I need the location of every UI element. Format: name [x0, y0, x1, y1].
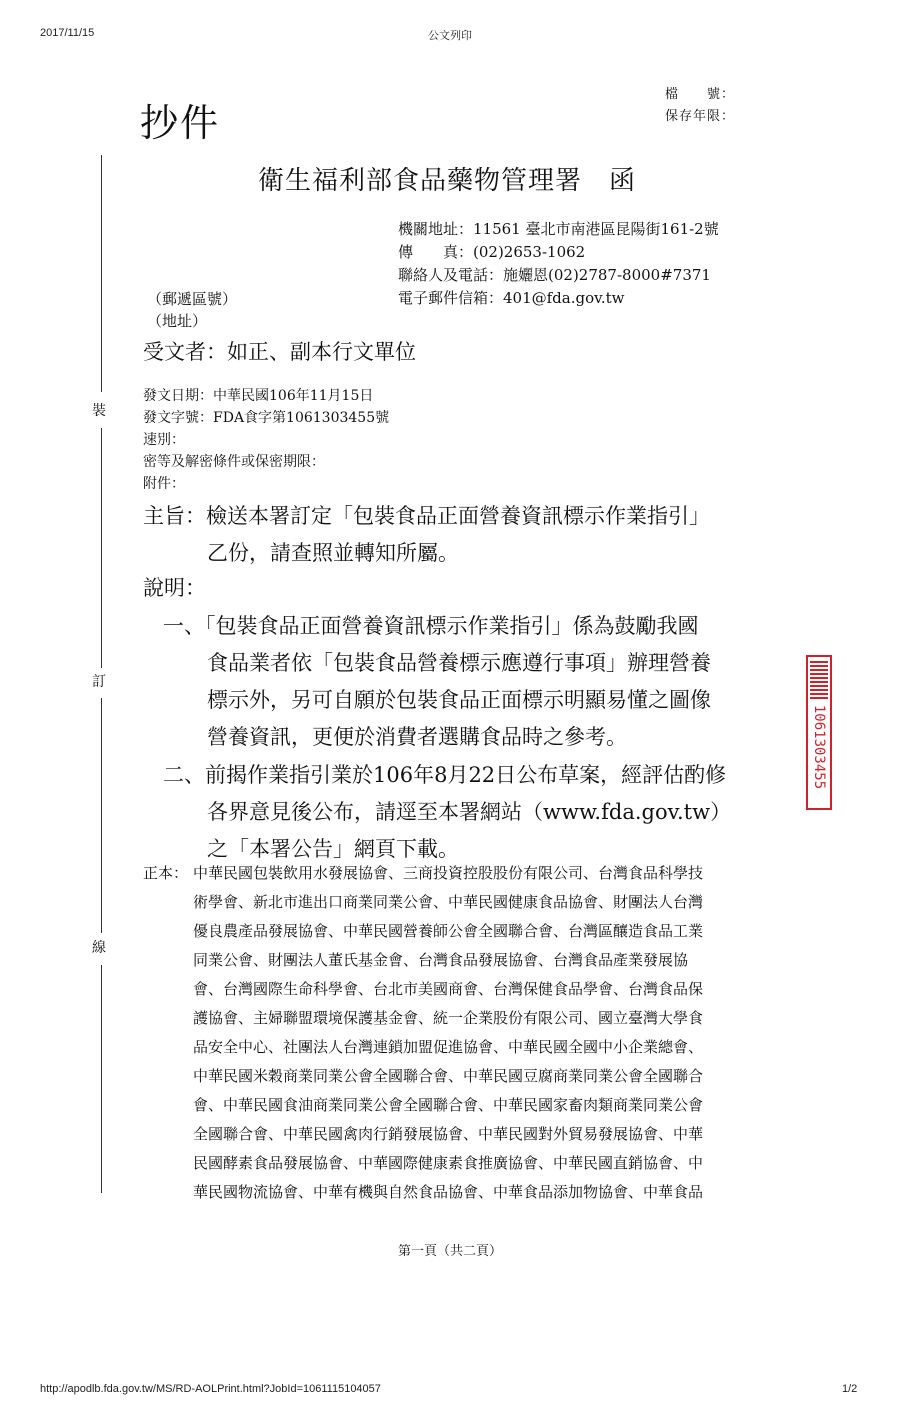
cc-line: 華民國物流協會、中華有機與自然食品協會、中華食品添加物協會、中華食品 [193, 1183, 704, 1201]
cc-line: 中華民國包裝飲用水發展協會、三商投資控股股份有限公司、台灣食品科學技 [193, 864, 704, 882]
contact-fax: 傳 真：(02)2653-1062 [398, 243, 586, 261]
cc-line: 品安全中心、社團法人台灣連鎖加盟促進協會、中華民國全國中小企業總會、 [193, 1038, 704, 1056]
print-url: http://apodlb.fda.gov.tw/MS/RD-AOLPrint.html?JobId=1061115104057 [40, 1383, 381, 1395]
binding-segment [101, 965, 102, 1193]
recipient: 受文者：如正、副本行文單位 [143, 340, 416, 364]
stamp-number: 1061303455 [811, 704, 827, 790]
item-line: 一、「包裝食品正面營養資訊標示作業指引」係為鼓勵我國 [163, 614, 699, 638]
contact-email: 電子郵件信箱：401@fda.gov.tw [398, 289, 625, 307]
address: （地址） [147, 312, 208, 330]
item-line: 標示外，另可自願於包裝食品正面標示明顯易懂之圖像 [207, 688, 711, 712]
explanation-heading: 說明： [143, 576, 206, 600]
org-title: 衛生福利部食品藥物管理署 函 [258, 166, 637, 196]
document-stamp [806, 655, 832, 810]
page-number: 第一頁（共二頁） [397, 1244, 502, 1259]
cc-line: 會、台灣國際生命科學會、台北市美國商會、台灣保健食品學會、台灣食品保 [193, 980, 704, 998]
binding-mark-zhuang: 裝 [92, 403, 106, 419]
cc-line: 民國酵素食品發展協會、中華國際健康素食推廣協會、中華民國直銷協會、中 [193, 1154, 704, 1172]
print-page: 1/2 [842, 1383, 858, 1395]
binding-segment [101, 698, 102, 933]
cc-line: 全國聯合會、中華民國禽肉行銷發展協會、中華民國對外貿易發展協會、中華 [193, 1125, 704, 1143]
item-line: 二、前揭作業指引業於106年8月22日公布草案，經評估酌修 [163, 763, 727, 787]
attachment: 附件： [143, 476, 185, 492]
contact-address: 機關地址：11561 臺北市南港區昆陽街161-2號 [398, 220, 719, 238]
file-number: 檔 號： [665, 87, 736, 102]
barcode-icon [810, 659, 828, 699]
item-line: 營養資訊，更便於消費者選購食品時之參考。 [207, 725, 627, 749]
cc-line: 中華民國米穀商業同業公會全國聯合會、中華民國豆腐商業同業公會全國聯合 [193, 1067, 704, 1085]
binding-mark-xian: 線 [92, 940, 106, 956]
binding-segment [101, 428, 102, 668]
cc-line: 會、中華民國食油商業同業公會全國聯合會、中華民國家畜肉類商業同業公會 [193, 1096, 704, 1114]
retention-period: 保存年限： [665, 109, 736, 124]
item-line: 食品業者依「包裝食品營養標示應遵行事項」辦理營養 [207, 651, 711, 675]
document-number: 發文字號：FDA食字第1061303455號 [143, 410, 390, 426]
item-line: 之「本署公告」網頁下載。 [207, 837, 459, 861]
urgency: 速別： [143, 432, 185, 448]
binding-segment [101, 155, 102, 392]
cc-line: 護協會、主婦聯盟環境保護基金會、統一企業股份有限公司、國立臺灣大學食 [193, 1009, 704, 1027]
subject: 主旨：檢送本署訂定「包裝食品正面營養資訊標示作業指引」 [143, 504, 710, 528]
binding-mark-ding: 訂 [92, 674, 106, 690]
subject-continued: 乙份，請查照並轉知所屬。 [207, 541, 459, 565]
print-date: 2017/11/15 [40, 27, 95, 39]
cc-line: 同業公會、財團法人董氏基金會、台灣食品發展協會、台灣食品產業發展協 [193, 951, 689, 969]
postal-code: （郵遞區號） [147, 290, 238, 308]
cc-line: 優良農產品發展協會、中華民國營養師公會全國聯合會、台灣區釀造食品工業 [193, 922, 704, 940]
item-line: 各界意見後公布，請逕至本署網站（www.fda.gov.tw） [207, 800, 732, 824]
contact-person: 聯絡人及電話：施孋恩(02)2787-8000#7371 [398, 266, 711, 284]
print-title: 公文列印 [428, 30, 472, 42]
cc-line: 術學會、新北市進出口商業同業公會、中華民國健康食品協會、財團法人台灣 [193, 893, 704, 911]
issue-date: 發文日期：中華民國106年11月15日 [143, 388, 374, 404]
confidentiality: 密等及解密條件或保密期限： [143, 454, 325, 470]
cc-label: 正本： [143, 864, 189, 882]
copy-mark: 抄件 [140, 101, 221, 145]
